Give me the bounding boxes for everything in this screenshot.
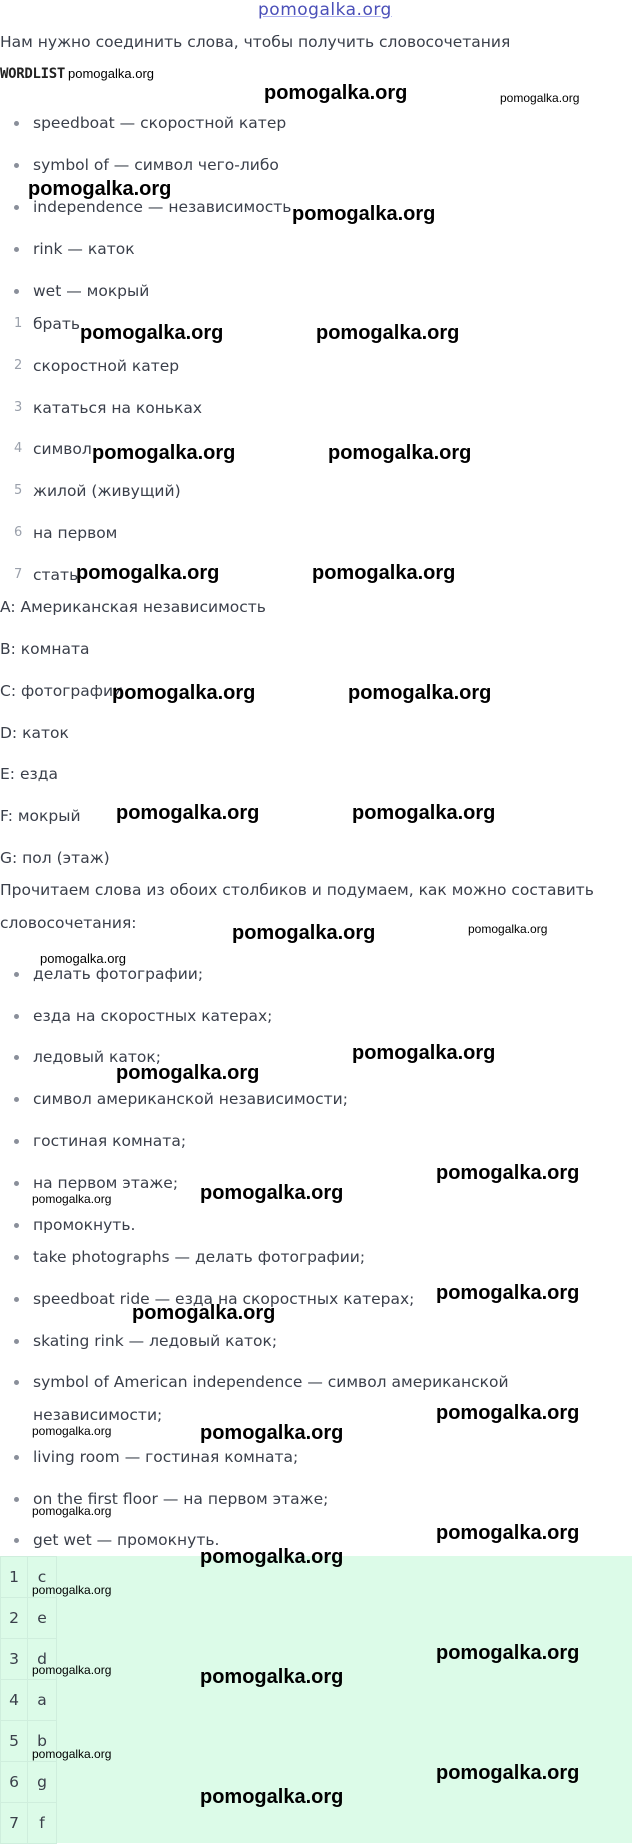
watermark: pomogalka.org (200, 1786, 344, 1808)
bullet-icon (14, 121, 19, 126)
bullet-icon (14, 972, 19, 977)
answer-number: 2 (1, 1598, 28, 1639)
watermark: pomogalka.org (80, 322, 224, 344)
answer-letter: d (28, 1639, 57, 1680)
bullet-icon (14, 1297, 19, 1302)
watermark: pomogalka.org (352, 802, 496, 824)
watermark: pomogalka.org (32, 1747, 112, 1761)
english-phrase-continuation: независимости; (33, 1406, 163, 1424)
explanation-text: словосочетания: (0, 914, 137, 932)
answer-letter: g (28, 1762, 57, 1803)
watermark: pomogalka.org (328, 442, 472, 464)
watermark: pomogalka.org (112, 682, 256, 704)
watermark: pomogalka.org (436, 1282, 580, 1304)
watermark: pomogalka.org (32, 1663, 112, 1677)
watermark: pomogalka.org (292, 203, 436, 225)
bullet-icon (14, 1255, 19, 1260)
answer-letter: c (28, 1557, 57, 1598)
watermark: pomogalka.org (436, 1762, 580, 1784)
answer-number: 3 (1, 1639, 28, 1680)
answer-letter: a (28, 1680, 57, 1721)
bullet-icon (14, 205, 19, 210)
watermark: pomogalka.org (200, 1666, 344, 1688)
bullet-icon (14, 1014, 19, 1019)
bullet-icon (14, 1139, 19, 1144)
lettered-item: C: фотографии (0, 682, 124, 700)
table-row (1, 1762, 57, 1803)
bullet-icon (14, 1055, 19, 1060)
answer-number: 5 (1, 1721, 28, 1762)
watermark: pomogalka.org (436, 1162, 580, 1184)
watermark: pomogalka.org (468, 922, 548, 936)
explanation-text: Прочитаем слова из обоих столбиков и подумаем, как можно составить (0, 881, 594, 899)
watermark: pomogalka.org (500, 91, 580, 105)
answer-number: 6 (1, 1762, 28, 1803)
bullet-icon (14, 1538, 19, 1543)
answer-letter: f (28, 1803, 57, 1844)
lettered-item: G: пол (этаж) (0, 849, 110, 867)
watermark: pomogalka.org (348, 682, 492, 704)
bullet-icon (14, 1497, 19, 1502)
watermark: pomogalka.org (316, 322, 460, 344)
watermark: pomogalka.org (32, 1504, 112, 1518)
watermark: pomogalka.org (32, 1192, 112, 1206)
answer-table (0, 1556, 57, 1844)
watermark: pomogalka.org (40, 951, 126, 966)
watermark: pomogalka.org (312, 562, 456, 584)
bullet-icon (14, 289, 19, 294)
lettered-item: D: каток (0, 724, 69, 742)
watermark: pomogalka.org (436, 1642, 580, 1664)
lettered-item: F: мокрый (0, 807, 81, 825)
bullet-icon (14, 1181, 19, 1186)
bullet-icon (14, 1380, 19, 1385)
watermark: pomogalka.org (116, 1062, 260, 1084)
watermark: pomogalka.org (68, 66, 154, 81)
watermark: pomogalka.org (200, 1546, 344, 1568)
bullet-icon (14, 163, 19, 168)
bullet-icon (14, 1223, 19, 1228)
watermark: pomogalka.org (232, 922, 376, 944)
intro-text: Нам нужно соединить слова, чтобы получить словосочетания (0, 33, 511, 51)
site-logo[interactable]: pomogalka.org (258, 0, 392, 20)
watermark: pomogalka.org (200, 1422, 344, 1444)
answer-letter: b (28, 1721, 57, 1762)
watermark: pomogalka.org (32, 1424, 112, 1438)
bullet-icon (14, 1339, 19, 1344)
answer-letter: e (28, 1598, 57, 1639)
watermark: pomogalka.org (28, 178, 172, 200)
watermark: pomogalka.org (92, 442, 236, 464)
watermark: pomogalka.org (76, 562, 220, 584)
bullet-icon (14, 1097, 19, 1102)
watermark: pomogalka.org (116, 802, 260, 824)
lettered-item: B: комната (0, 640, 90, 658)
answer-number: 7 (1, 1803, 28, 1844)
watermark: pomogalka.org (32, 1583, 112, 1597)
watermark: pomogalka.org (436, 1402, 580, 1424)
bullet-icon (14, 1455, 19, 1460)
answer-number: 1 (1, 1557, 28, 1598)
watermark: pomogalka.org (436, 1522, 580, 1544)
table-row (1, 1598, 57, 1639)
wordlist-heading: WORDLIST (0, 66, 66, 82)
watermark: pomogalka.org (264, 82, 408, 104)
table-row (1, 1803, 57, 1844)
lettered-item: E: езда (0, 765, 58, 783)
bullet-icon (14, 247, 19, 252)
answer-number: 4 (1, 1680, 28, 1721)
watermark: pomogalka.org (200, 1182, 344, 1204)
lettered-item: A: Американская независимость (0, 598, 266, 616)
watermark: pomogalka.org (352, 1042, 496, 1064)
table-row (1, 1680, 57, 1721)
watermark: pomogalka.org (132, 1302, 276, 1324)
